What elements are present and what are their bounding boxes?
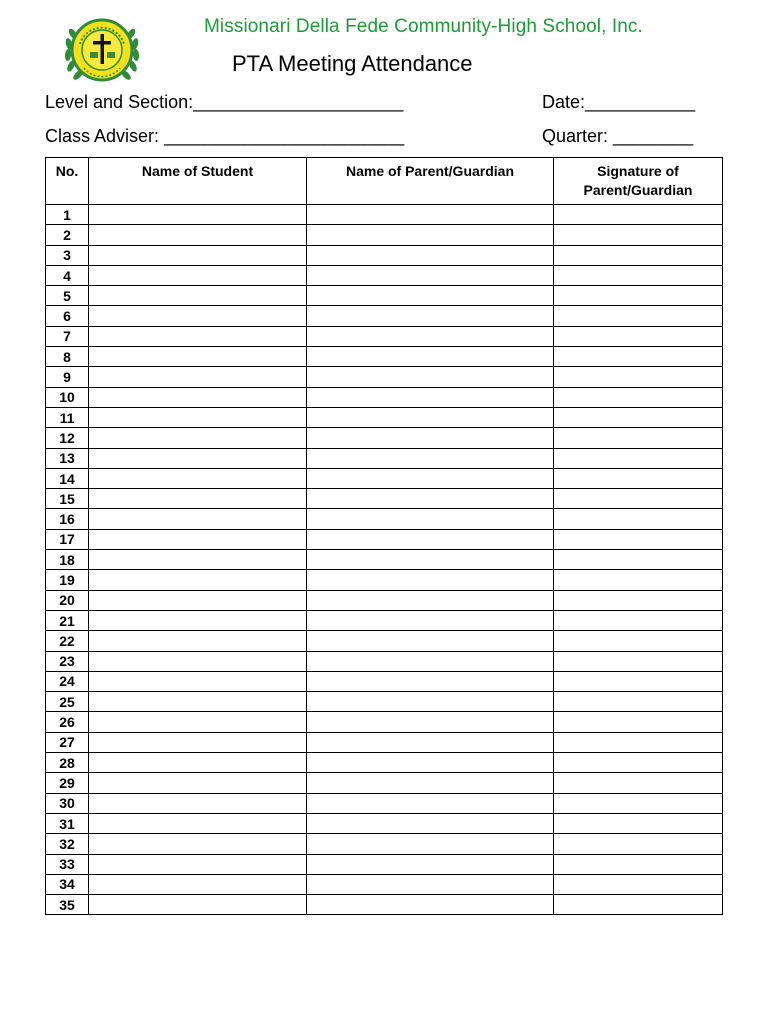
- table-row: [46, 306, 723, 326]
- student-name-cell[interactable]: [89, 205, 307, 225]
- signature-cell[interactable]: [554, 570, 723, 590]
- parent-name-cell[interactable]: [307, 550, 554, 570]
- row-number: 12: [46, 428, 89, 448]
- table-row: [46, 550, 723, 570]
- signature-cell[interactable]: [554, 306, 723, 326]
- student-name-cell[interactable]: [89, 692, 307, 712]
- table-row: [46, 834, 723, 854]
- parent-name-cell[interactable]: [307, 468, 554, 488]
- student-name-cell[interactable]: [89, 671, 307, 691]
- row-number: 20: [46, 590, 89, 610]
- row-number: 27: [46, 732, 89, 752]
- table-row: [46, 448, 723, 468]
- row-number: 15: [46, 489, 89, 509]
- table-row: [46, 529, 723, 549]
- student-name-cell[interactable]: [89, 306, 307, 326]
- table-row: [46, 347, 723, 367]
- student-name-cell[interactable]: [89, 550, 307, 570]
- student-name-cell[interactable]: [89, 813, 307, 833]
- student-name-cell[interactable]: [89, 489, 307, 509]
- table-row: [46, 651, 723, 671]
- table-row: [46, 590, 723, 610]
- quarter-field: Quarter: ________: [542, 126, 694, 146]
- student-name-cell[interactable]: [89, 407, 307, 427]
- row-number: 3: [46, 245, 89, 265]
- student-name-cell[interactable]: [89, 265, 307, 285]
- student-name-cell[interactable]: [89, 874, 307, 894]
- signature-cell[interactable]: [554, 874, 723, 894]
- row-number: 35: [46, 895, 89, 915]
- student-name-cell[interactable]: [89, 347, 307, 367]
- parent-name-cell[interactable]: [307, 671, 554, 691]
- signature-cell[interactable]: [554, 245, 723, 265]
- row-number: 25: [46, 692, 89, 712]
- row-number: 22: [46, 631, 89, 651]
- table-row: [46, 468, 723, 488]
- student-name-cell[interactable]: [89, 895, 307, 915]
- header-signature: Signature of Parent/Guardian: [554, 158, 723, 205]
- student-name-cell[interactable]: [89, 651, 307, 671]
- row-number: 8: [46, 347, 89, 367]
- signature-cell[interactable]: [554, 753, 723, 773]
- signature-cell[interactable]: [554, 286, 723, 306]
- student-name-cell[interactable]: [89, 570, 307, 590]
- table-row: [46, 286, 723, 306]
- signature-cell[interactable]: [554, 326, 723, 346]
- signature-cell[interactable]: [554, 854, 723, 874]
- signature-cell[interactable]: [554, 692, 723, 712]
- parent-name-cell[interactable]: [307, 205, 554, 225]
- row-number: 10: [46, 387, 89, 407]
- signature-cell[interactable]: [554, 428, 723, 448]
- row-number: 33: [46, 854, 89, 874]
- table-row: [46, 326, 723, 346]
- signature-cell[interactable]: [554, 367, 723, 387]
- table-row: [46, 570, 723, 590]
- parent-name-cell[interactable]: [307, 631, 554, 651]
- table-row: [46, 631, 723, 651]
- table-row: [46, 895, 723, 915]
- table-row: [46, 671, 723, 691]
- signature-cell[interactable]: [554, 509, 723, 529]
- signature-cell[interactable]: [554, 631, 723, 651]
- table-row: [46, 692, 723, 712]
- student-name-cell[interactable]: [89, 712, 307, 732]
- signature-cell[interactable]: [554, 529, 723, 549]
- table-body: [46, 205, 723, 915]
- signature-cell[interactable]: [554, 834, 723, 854]
- table-row: [46, 245, 723, 265]
- student-name-cell[interactable]: [89, 732, 307, 752]
- parent-name-cell[interactable]: [307, 265, 554, 285]
- row-number: 21: [46, 610, 89, 630]
- table-row: [46, 509, 723, 529]
- table-row: [46, 874, 723, 894]
- signature-cell[interactable]: [554, 387, 723, 407]
- row-number: 16: [46, 509, 89, 529]
- student-name-cell[interactable]: [89, 590, 307, 610]
- signature-cell[interactable]: [554, 813, 723, 833]
- parent-name-cell[interactable]: [307, 286, 554, 306]
- student-name-cell[interactable]: [89, 631, 307, 651]
- student-name-cell[interactable]: [89, 286, 307, 306]
- parent-name-cell[interactable]: [307, 854, 554, 874]
- signature-cell[interactable]: [554, 265, 723, 285]
- parent-name-cell[interactable]: [307, 225, 554, 245]
- row-number: 31: [46, 813, 89, 833]
- table-row: [46, 712, 723, 732]
- row-number: 24: [46, 671, 89, 691]
- signature-cell[interactable]: [554, 732, 723, 752]
- row-number: 26: [46, 712, 89, 732]
- table-row: [46, 387, 723, 407]
- student-name-cell[interactable]: [89, 225, 307, 245]
- row-number: 11: [46, 407, 89, 427]
- row-number: 19: [46, 570, 89, 590]
- signature-cell[interactable]: [554, 347, 723, 367]
- student-name-cell[interactable]: [89, 367, 307, 387]
- row-number: 13: [46, 448, 89, 468]
- table-row: [46, 225, 723, 245]
- signature-cell[interactable]: [554, 773, 723, 793]
- student-name-cell[interactable]: [89, 509, 307, 529]
- parent-name-cell[interactable]: [307, 692, 554, 712]
- parent-name-cell[interactable]: [307, 407, 554, 427]
- school-name: Missionari Della Fede Community-High School, Inc.: [204, 16, 643, 37]
- table-header-row: [46, 158, 723, 205]
- student-name-cell[interactable]: [89, 753, 307, 773]
- parent-name-cell[interactable]: [307, 895, 554, 915]
- row-number: 18: [46, 550, 89, 570]
- row-number: 9: [46, 367, 89, 387]
- signature-cell[interactable]: [554, 550, 723, 570]
- level-section-field: Level and Section:_____________________: [45, 92, 404, 112]
- parent-name-cell[interactable]: [307, 245, 554, 265]
- table-row: [46, 732, 723, 752]
- row-number: 17: [46, 529, 89, 549]
- table-row: [46, 773, 723, 793]
- row-number: 5: [46, 286, 89, 306]
- attendance-table: [45, 157, 723, 915]
- parent-name-cell[interactable]: [307, 489, 554, 509]
- table-row: [46, 428, 723, 448]
- signature-cell[interactable]: [554, 590, 723, 610]
- signature-cell[interactable]: [554, 895, 723, 915]
- date-field: Date:___________: [542, 92, 696, 112]
- parent-name-cell[interactable]: [307, 448, 554, 468]
- signature-cell[interactable]: [554, 712, 723, 732]
- signature-cell[interactable]: [554, 205, 723, 225]
- signature-cell[interactable]: [554, 651, 723, 671]
- parent-name-cell[interactable]: [307, 570, 554, 590]
- student-name-cell[interactable]: [89, 468, 307, 488]
- parent-name-cell[interactable]: [307, 306, 554, 326]
- student-name-cell[interactable]: [89, 326, 307, 346]
- table-row: [46, 753, 723, 773]
- row-number: 34: [46, 874, 89, 894]
- parent-name-cell[interactable]: [307, 367, 554, 387]
- row-number: 4: [46, 265, 89, 285]
- student-name-cell[interactable]: [89, 387, 307, 407]
- student-name-cell[interactable]: [89, 793, 307, 813]
- student-name-cell[interactable]: [89, 610, 307, 630]
- parent-name-cell[interactable]: [307, 326, 554, 346]
- student-name-cell[interactable]: [89, 245, 307, 265]
- signature-cell[interactable]: [554, 407, 723, 427]
- row-number: 28: [46, 753, 89, 773]
- parent-name-cell[interactable]: [307, 813, 554, 833]
- parent-name-cell[interactable]: [307, 712, 554, 732]
- parent-name-cell[interactable]: [307, 874, 554, 894]
- header-no: No.: [46, 158, 89, 205]
- row-number: 32: [46, 834, 89, 854]
- parent-name-cell[interactable]: [307, 773, 554, 793]
- row-number: 29: [46, 773, 89, 793]
- table-row: [46, 489, 723, 509]
- signature-cell[interactable]: [554, 489, 723, 509]
- school-logo: [64, 12, 140, 88]
- table-row: [46, 793, 723, 813]
- parent-name-cell[interactable]: [307, 347, 554, 367]
- parent-name-cell[interactable]: [307, 387, 554, 407]
- parent-name-cell[interactable]: [307, 651, 554, 671]
- signature-cell[interactable]: [554, 468, 723, 488]
- student-name-cell[interactable]: [89, 448, 307, 468]
- class-adviser-field: Class Adviser: ________________________: [45, 126, 405, 146]
- student-name-cell[interactable]: [89, 428, 307, 448]
- document-title: PTA Meeting Attendance: [232, 51, 473, 76]
- row-number: 14: [46, 468, 89, 488]
- table-row: [46, 205, 723, 225]
- row-number: 23: [46, 651, 89, 671]
- row-number: 2: [46, 225, 89, 245]
- signature-cell[interactable]: [554, 448, 723, 468]
- student-name-cell[interactable]: [89, 773, 307, 793]
- signature-cell[interactable]: [554, 793, 723, 813]
- table-row: [46, 610, 723, 630]
- table-row: [46, 407, 723, 427]
- parent-name-cell[interactable]: [307, 793, 554, 813]
- parent-name-cell[interactable]: [307, 753, 554, 773]
- parent-name-cell[interactable]: [307, 529, 554, 549]
- table-row: [46, 265, 723, 285]
- student-name-cell[interactable]: [89, 834, 307, 854]
- table-row: [46, 813, 723, 833]
- header-student-name: Name of Student: [89, 158, 307, 205]
- student-name-cell[interactable]: [89, 529, 307, 549]
- row-number: 6: [46, 306, 89, 326]
- header-parent-name: Name of Parent/Guardian: [307, 158, 554, 205]
- signature-cell[interactable]: [554, 225, 723, 245]
- parent-name-cell[interactable]: [307, 428, 554, 448]
- student-name-cell[interactable]: [89, 854, 307, 874]
- row-number: 7: [46, 326, 89, 346]
- parent-name-cell[interactable]: [307, 732, 554, 752]
- row-number: 1: [46, 205, 89, 225]
- parent-name-cell[interactable]: [307, 590, 554, 610]
- signature-cell[interactable]: [554, 671, 723, 691]
- signature-cell[interactable]: [554, 610, 723, 630]
- table-row: [46, 367, 723, 387]
- parent-name-cell[interactable]: [307, 509, 554, 529]
- table-row: [46, 854, 723, 874]
- row-number: 30: [46, 793, 89, 813]
- parent-name-cell[interactable]: [307, 610, 554, 630]
- parent-name-cell[interactable]: [307, 834, 554, 854]
